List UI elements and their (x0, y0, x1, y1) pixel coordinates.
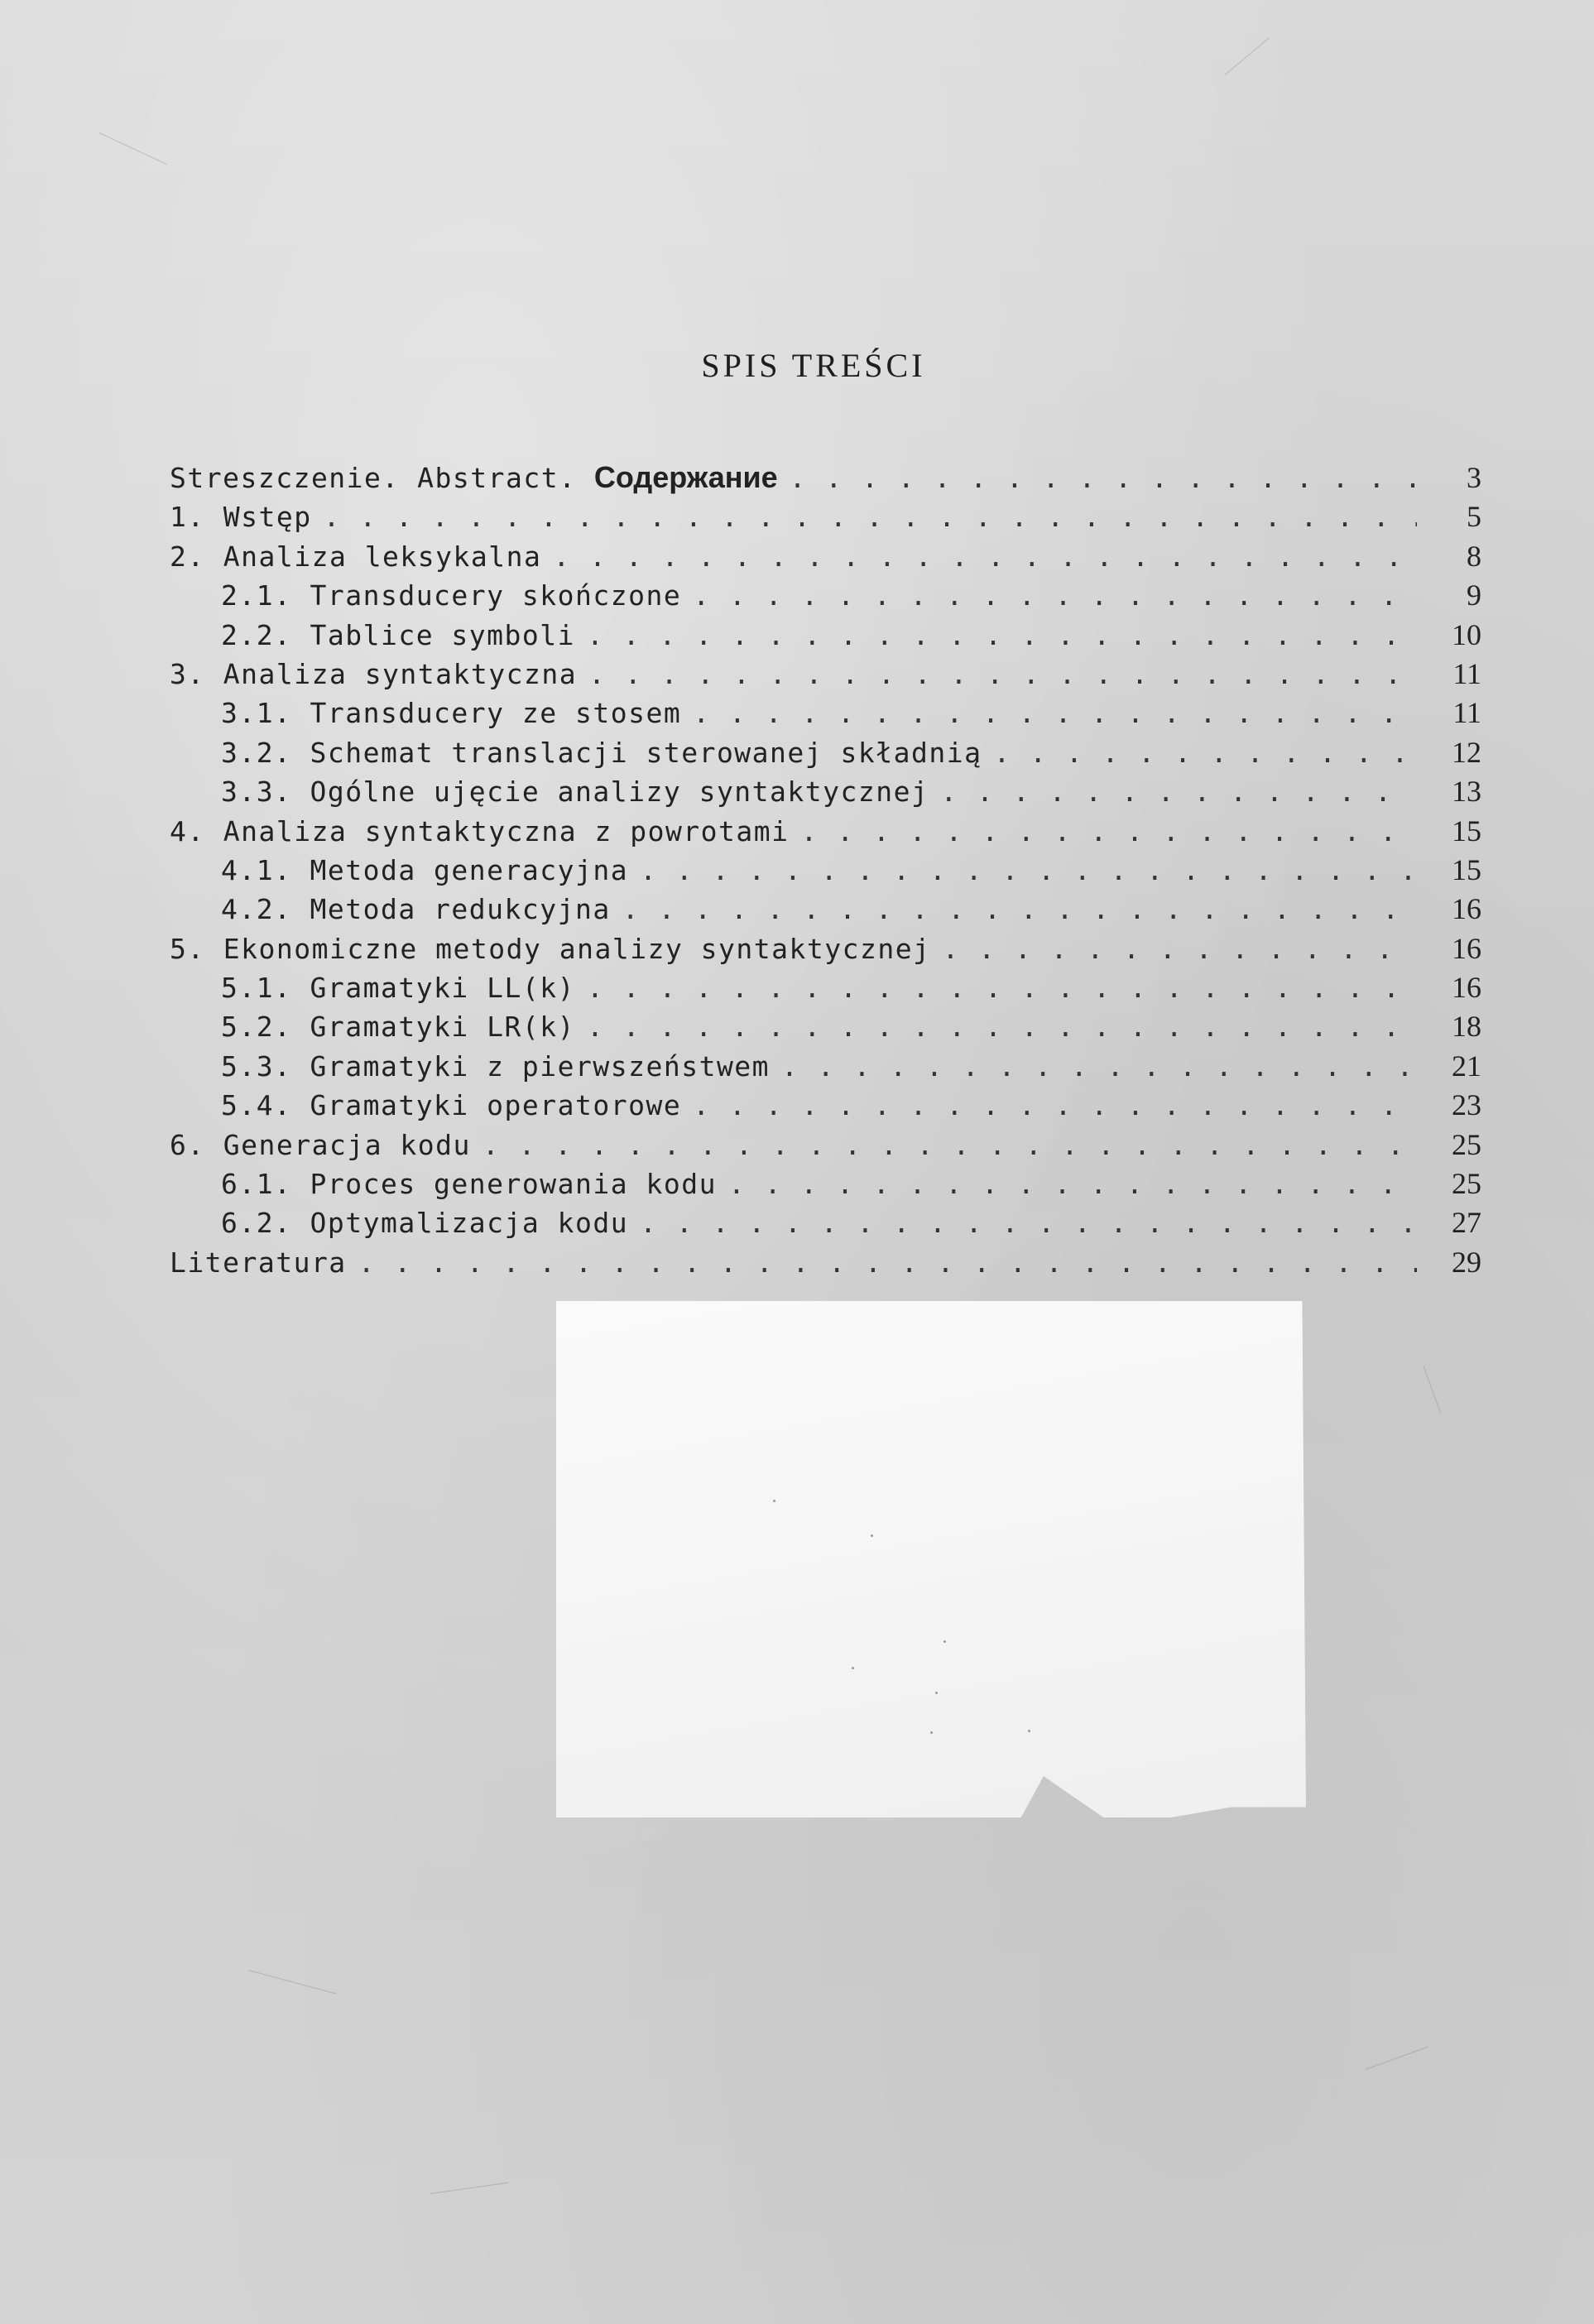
toc-page-number: 12 (1452, 735, 1481, 769)
toc-dot-leader (640, 854, 1417, 886)
toc-page-number: 29 (1452, 1245, 1481, 1279)
toc-dot-leader (587, 619, 1417, 651)
toc-page-number: 25 (1452, 1167, 1481, 1201)
toc-entry (170, 499, 1481, 538)
paper-fiber (1366, 2047, 1428, 2070)
toc-entry (170, 578, 1481, 617)
toc-dot-leader (640, 1207, 1417, 1239)
toc-entry-label: Gramatyki operatorowe (310, 1089, 682, 1122)
toc-page-number: 15 (1452, 852, 1481, 886)
toc-entry (170, 931, 1481, 970)
toc-entry-number: 2. (170, 540, 205, 573)
toc-entry-number: 3. (170, 657, 205, 690)
toc-entry-label: Streszczenie. Abstract. Содержание (170, 460, 778, 494)
toc-page-number: 18 (1452, 1010, 1481, 1044)
toc-entry (170, 852, 1481, 891)
paper-speck (930, 1731, 933, 1734)
toc-entry (170, 1127, 1481, 1166)
paper-fiber (1225, 37, 1270, 75)
toc-entry-number: 6.2. (221, 1207, 292, 1240)
toc-entry-number: 1. (170, 501, 205, 534)
paper-speck (1028, 1730, 1030, 1732)
toc-entry (170, 1205, 1481, 1244)
toc-entry-number: 2.1. (221, 579, 292, 612)
toc-entry-number: 4. (170, 814, 205, 847)
paper-fiber (248, 1970, 337, 1994)
paper-speck (935, 1692, 938, 1694)
toc-entry-number: 4.1. (221, 853, 292, 886)
toc-entry-label: Ekonomiczne metody analizy syntaktycznej (223, 932, 931, 965)
toc-dot-leader (728, 1168, 1417, 1200)
toc-page-number: 10 (1452, 617, 1481, 651)
pasted-paper-slip (556, 1301, 1306, 1817)
toc-entry (170, 1245, 1481, 1284)
paper-speck (871, 1534, 873, 1537)
toc-entry (170, 1049, 1481, 1088)
toc-dot-leader (790, 462, 1417, 494)
toc-page-number: 21 (1452, 1049, 1481, 1083)
toc-entry (170, 774, 1481, 813)
toc-dot-leader (587, 972, 1417, 1004)
toc-entry-label: Schemat translacji sterowanej składnią (310, 736, 982, 769)
toc-page-number: 15 (1452, 814, 1481, 847)
toc-entry-number: 5.4. (221, 1089, 292, 1122)
toc-entry-label: Transducery skończone (310, 579, 682, 612)
paper-fiber (1424, 1366, 1441, 1413)
toc-entry-label: Metoda redukcyjna (310, 893, 611, 926)
toc-entry-label: Generacja kodu (223, 1128, 471, 1161)
toc-dot-leader (942, 933, 1417, 965)
toc-entry (170, 539, 1481, 578)
toc-dot-leader (587, 1011, 1417, 1043)
toc-entry-label: Gramatyki LL(k) (310, 972, 575, 1005)
paper-speck (943, 1640, 946, 1643)
toc-entry-label: Tablice symboli (310, 618, 575, 651)
toc-entry-number: 3.2. (221, 736, 292, 769)
toc-entry-label: Proces generowania kodu (310, 1168, 717, 1201)
toc-entry-number: 6.1. (221, 1168, 292, 1201)
toc-dot-leader (993, 737, 1417, 769)
toc-dot-leader (358, 1246, 1417, 1279)
toc-dot-leader (553, 540, 1417, 573)
toc-entry-label: Ogólne ujęcie analizy syntaktycznej (310, 775, 929, 809)
toc-entry-label: Analiza leksykalna (223, 540, 542, 573)
toc-dot-leader (801, 815, 1417, 847)
paper-fiber (430, 2182, 508, 2194)
toc-entry-number: 3.3. (221, 775, 292, 809)
toc-page-number: 16 (1452, 931, 1481, 965)
toc-entry-number: 3.1. (221, 697, 292, 730)
toc-page-number: 9 (1467, 579, 1481, 612)
toc-entry (170, 1166, 1481, 1205)
toc-dot-leader (693, 579, 1417, 612)
toc-page-number: 25 (1452, 1127, 1481, 1161)
toc-entry (170, 970, 1481, 1009)
toc-entry-number: 5.1. (221, 972, 292, 1005)
toc-entry-label-cyrillic: Содержание (593, 460, 778, 494)
toc-dot-leader (588, 658, 1417, 690)
toc-entry-label: Metoda generacyjna (310, 853, 629, 886)
toc-page-number: 16 (1452, 892, 1481, 926)
toc-entry-label: Transducery ze stosem (310, 697, 682, 730)
toc-page-number: 13 (1452, 775, 1481, 809)
toc-entry-number: 5.2. (221, 1011, 292, 1044)
toc-page-number: 16 (1452, 971, 1481, 1005)
table-of-contents (170, 460, 1481, 1284)
paper-fiber (99, 132, 167, 165)
toc-page-number: 5 (1467, 500, 1481, 534)
toc-entry (170, 1088, 1481, 1126)
toc-dot-leader (693, 1089, 1417, 1121)
toc-entry-label: Wstęp (223, 501, 312, 534)
toc-entry (170, 656, 1481, 695)
paper-speck (852, 1667, 854, 1669)
toc-entry-number: 6. (170, 1128, 205, 1161)
toc-title: SPIS TREŚCI (701, 347, 926, 384)
toc-page-number: 8 (1467, 539, 1481, 573)
toc-dot-leader (622, 893, 1417, 925)
toc-entry (170, 460, 1481, 499)
toc-entry-number: 5. (170, 932, 205, 965)
toc-entry-label: Optymalizacja kodu (310, 1207, 629, 1240)
toc-entry (170, 617, 1481, 656)
toc-page-number: 11 (1452, 656, 1481, 690)
toc-entry (170, 695, 1481, 734)
toc-entry-label: Gramatyki z pierwszeństwem (310, 1049, 771, 1083)
toc-page-number: 11 (1452, 696, 1481, 730)
toc-dot-leader (693, 697, 1417, 729)
toc-page-number: 27 (1452, 1206, 1481, 1240)
toc-entry-label: Literatura (170, 1246, 347, 1279)
toc-entry (170, 1009, 1481, 1048)
toc-dot-leader (324, 501, 1417, 533)
toc-entry-number: 2.2. (221, 618, 292, 651)
toc-entry-label: Analiza syntaktyczna z powrotami (223, 814, 790, 847)
toc-entry (170, 735, 1481, 774)
toc-page-number: 3 (1467, 461, 1481, 494)
paper-speck (773, 1500, 775, 1502)
toc-entry-label: Analiza syntaktyczna (223, 657, 578, 690)
toc-dot-leader (483, 1129, 1417, 1161)
toc-entry-number: 5.3. (221, 1049, 292, 1083)
toc-entry-number: 4.2. (221, 893, 292, 926)
toc-dot-leader (781, 1050, 1417, 1083)
toc-entry (170, 891, 1481, 930)
toc-page-number: 23 (1452, 1088, 1481, 1122)
toc-dot-leader (940, 775, 1417, 808)
toc-entry (170, 814, 1481, 852)
toc-entry-label: Gramatyki LR(k) (310, 1011, 575, 1044)
